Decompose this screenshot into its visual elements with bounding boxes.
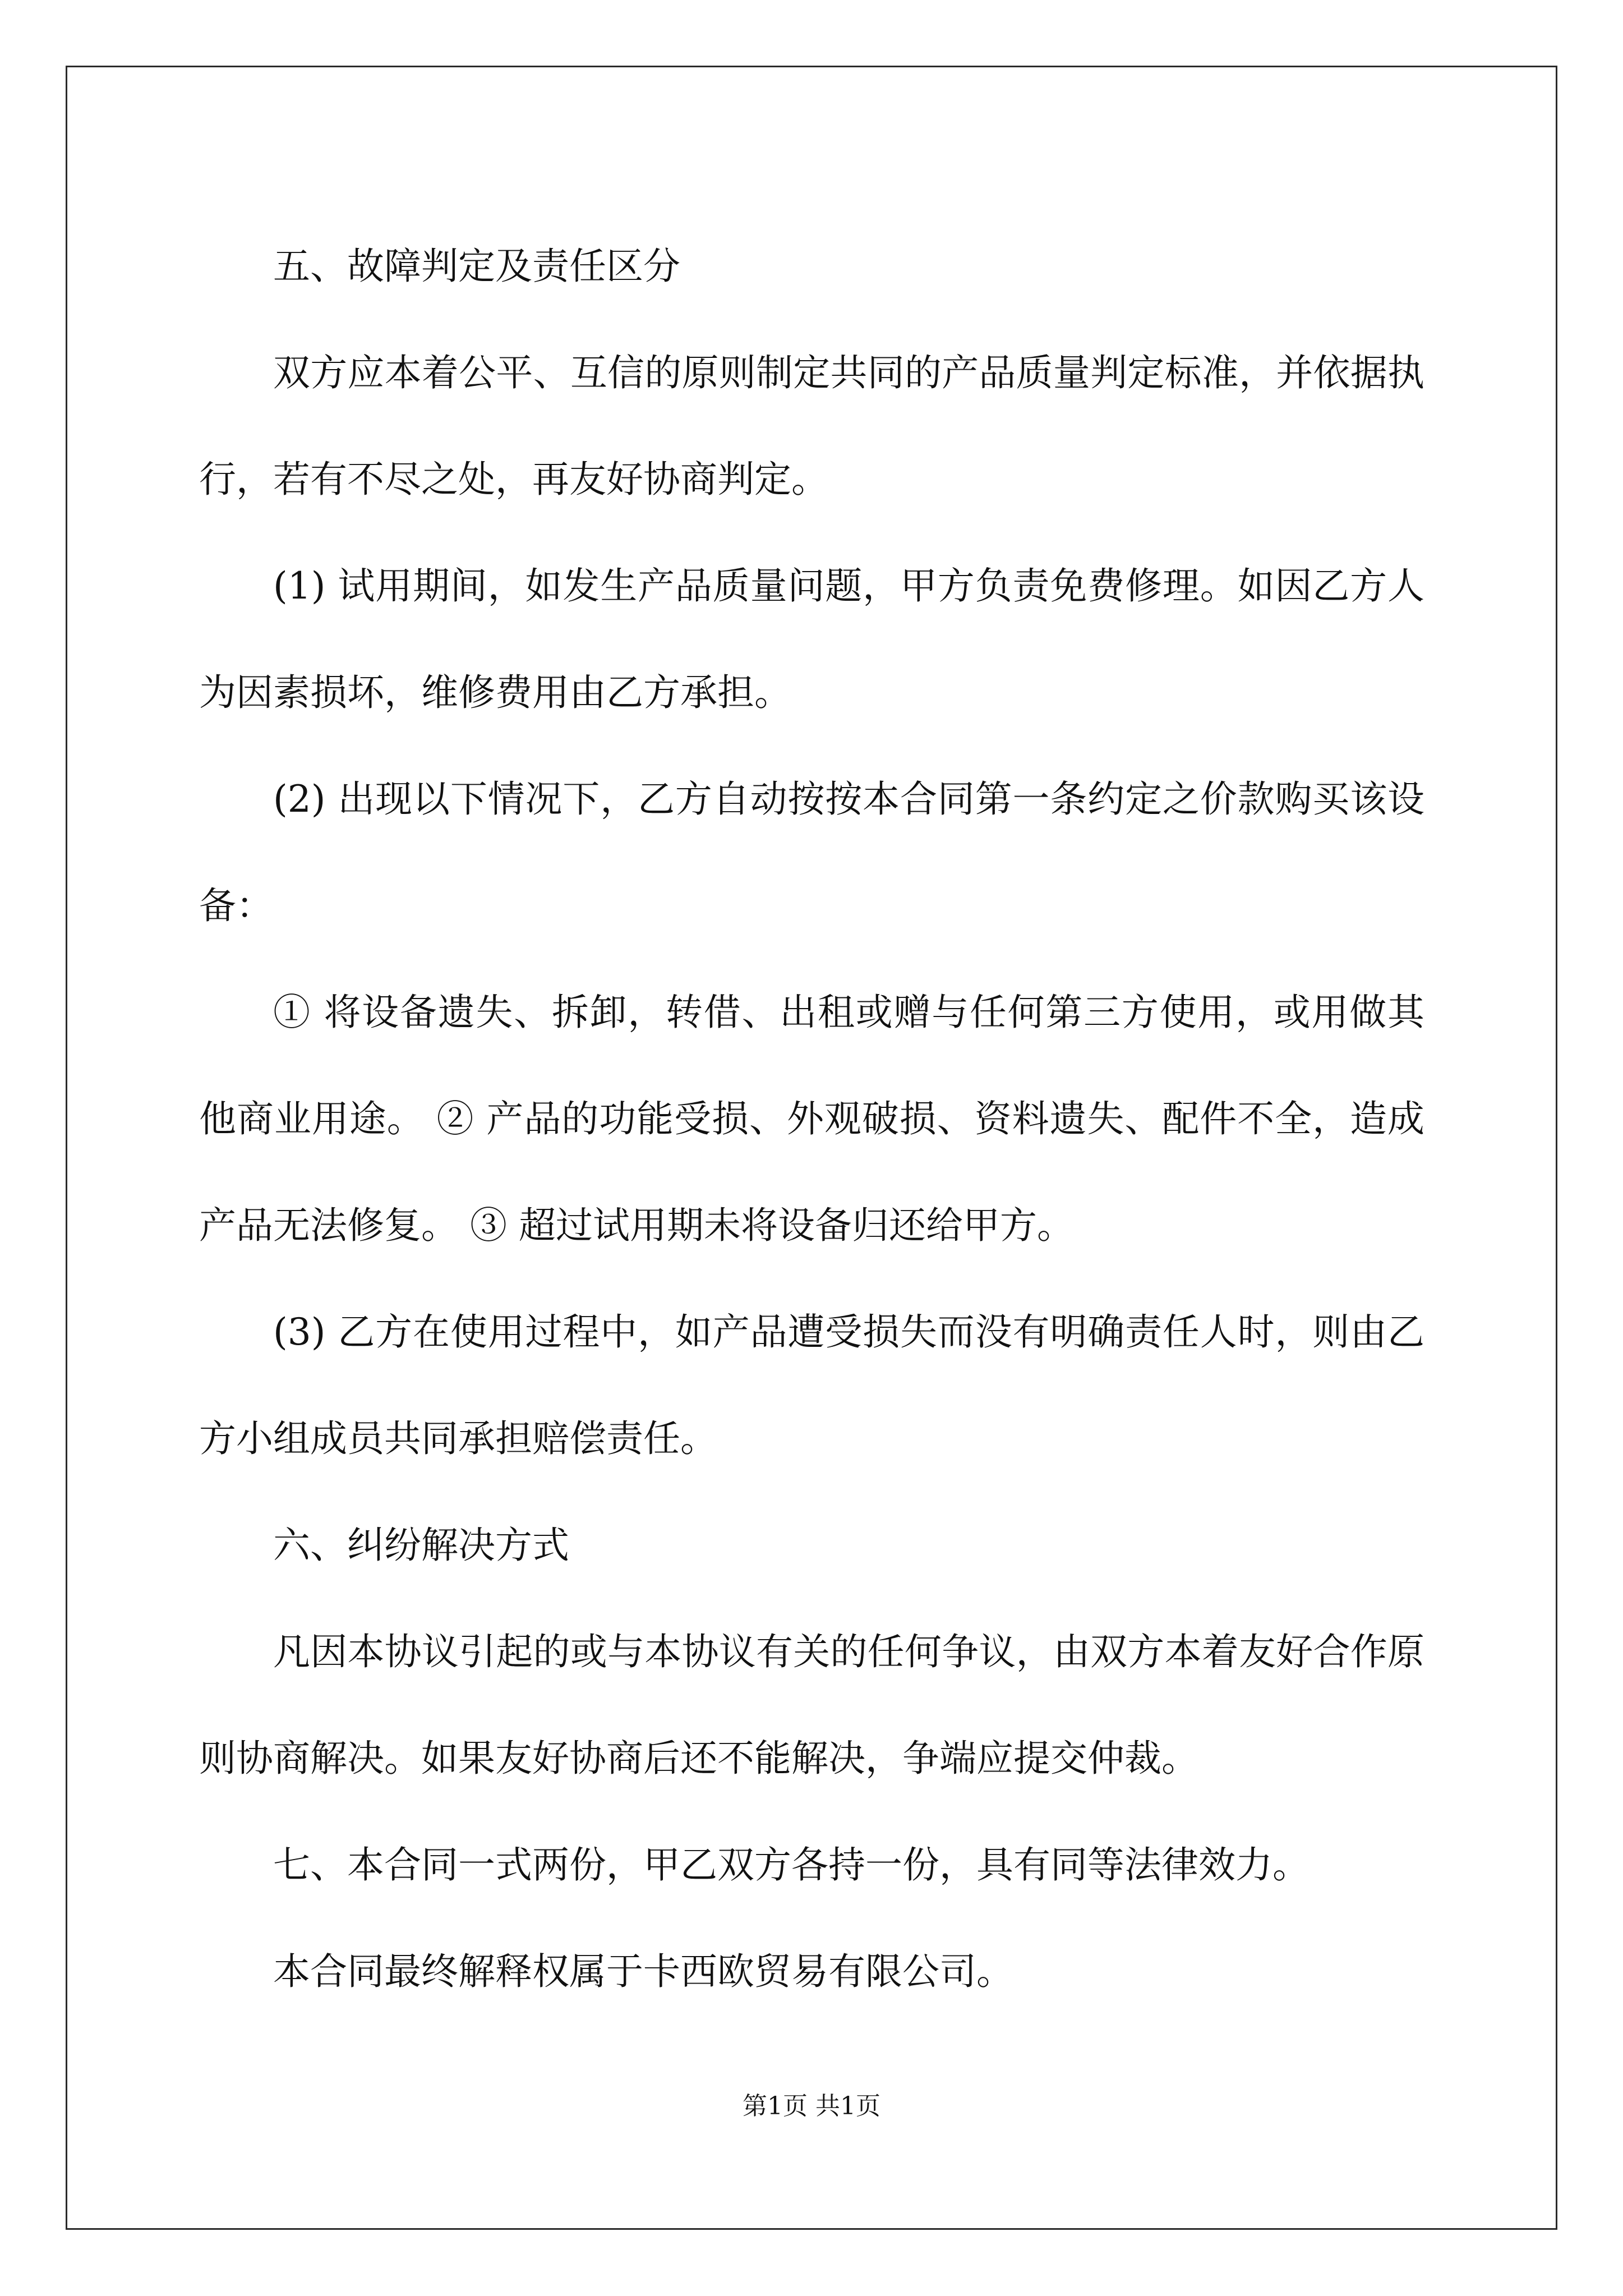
paragraph-interpretation-right: 本合同最终解释权属于卡西欧贸易有限公司。 — [273, 1950, 1013, 1993]
paragraph-dispute-resolution: 凡因本协议引起的或与本协议有关的任何争议，由双方本着友好合作原则协商解决。如果友好协商后还不能解决，争端应提交仲裁。 — [199, 1630, 1424, 1780]
paragraph-clause-2: (2) 出现以下情况下，乙方自动按按本合同第一条约定之价款购买该设备： — [199, 777, 1424, 927]
section-heading-7: 七、本合同一式两份，甲乙双方各持一份，具有同等法律效力。 — [273, 1843, 1310, 1887]
document-body — [199, 213, 1424, 2025]
page-number: 第1页 共1页 — [743, 2092, 880, 2120]
section-heading-6: 六、纠纷解决方式 — [273, 1524, 569, 1567]
paragraph-quality-standard: 双方应本着公平、互信的原则制定共同的产品质量判定标准，并依据执行，若有不尽之处，再友好协商判定。 — [199, 351, 1424, 501]
paragraph-clause-1: (1) 试用期间，如发生产品质量问题，甲方负责免费修理。如因乙方人为因素损坏，维修费用由乙方承担。 — [199, 564, 1424, 714]
paragraph-clause-3: (3) 乙方在使用过程中，如产品遭受损失而没有明确责任人时，则由乙方小组成员共同承担赔偿责任。 — [199, 1310, 1424, 1460]
section-heading-5: 五、故障判定及责任区分 — [273, 245, 680, 288]
paragraph-clause-2-items: ① 将设备遗失、拆卸，转借、出租或赠与任何第三方使用，或用做其他商业用途。 ② 产品的功能受损、外观破损、资料遗失、配件不全，造成产品无法修复。 ③ 超过试用期未将设备归还给甲方。 — [199, 991, 1424, 1247]
